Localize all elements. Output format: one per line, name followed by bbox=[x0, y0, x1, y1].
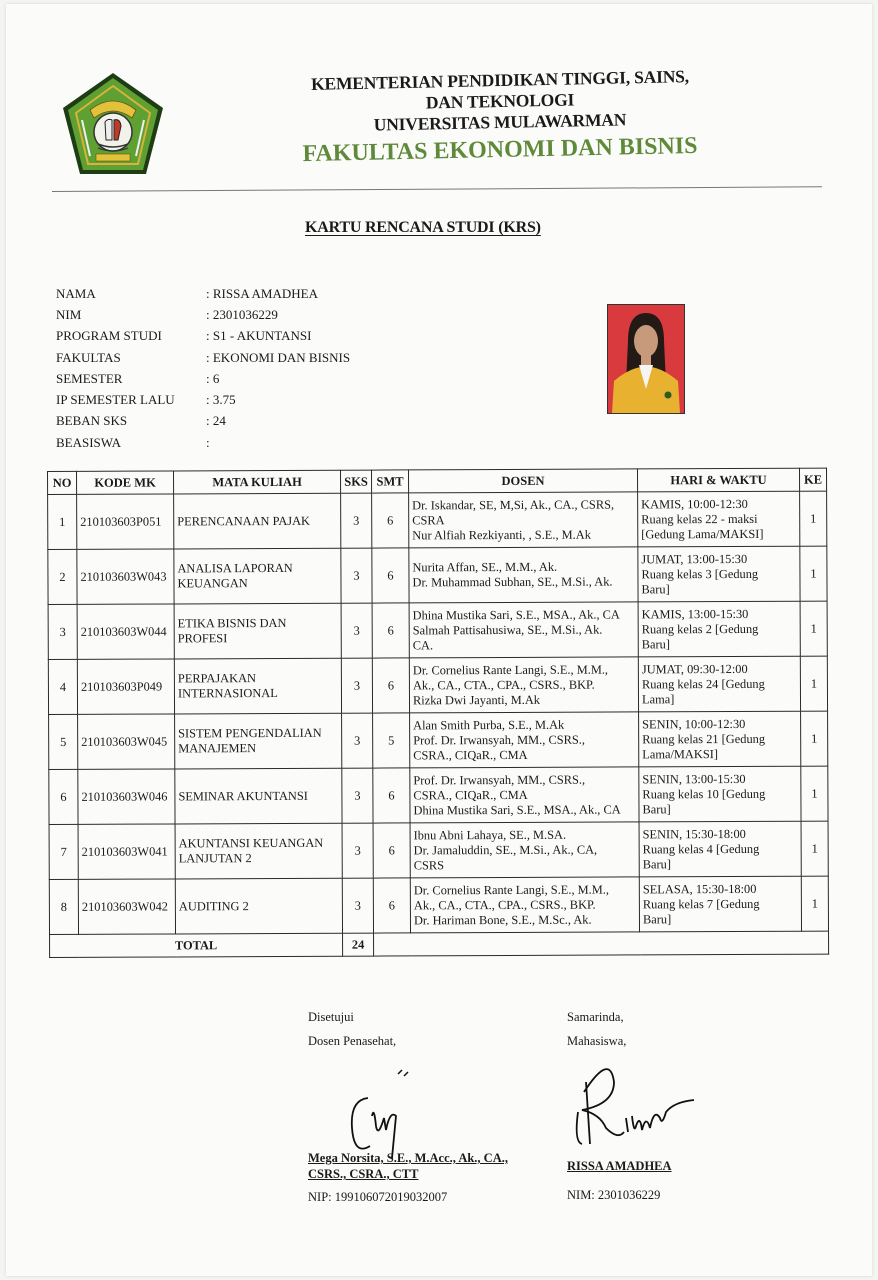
cell-ke: 1 bbox=[800, 601, 827, 656]
cell-mata-kuliah-line: ETIKA BISNIS DAN bbox=[177, 615, 287, 631]
cell-dosen-line: CSRA., CIQaR., CMA bbox=[413, 747, 528, 762]
cell-hari-waktu-line: Baru] bbox=[642, 911, 672, 926]
cell-hari-waktu-line: [Gedung Lama/MAKSI] bbox=[641, 526, 764, 541]
cell-ke: 1 bbox=[801, 711, 828, 766]
info-value: : RISSA AMADHEA bbox=[206, 285, 318, 301]
cell-sks: 3 bbox=[341, 658, 372, 713]
cell-kode-mk: 210103603P049 bbox=[77, 659, 174, 714]
cell-dosen-line: Ibnu Abni Lahaya, SE., M.SA. bbox=[413, 827, 567, 842]
table-row bbox=[49, 766, 828, 824]
cell-dosen-line: CSRS bbox=[413, 857, 445, 872]
ministry-name: KEMENTERIAN PENDIDIKAN TINGGI, SAINS, bbox=[310, 66, 690, 94]
person-photo-icon bbox=[608, 305, 684, 413]
info-value: : S1 - AKUNTANSI bbox=[206, 328, 312, 344]
cell-hari-waktu-line: Baru] bbox=[642, 801, 671, 816]
table-row bbox=[49, 711, 828, 769]
info-value: : 2301036229 bbox=[206, 306, 278, 322]
cell-hari-waktu-line: KAMIS, 13:00-15:30 bbox=[641, 606, 749, 621]
info-label: FAKULTAS bbox=[56, 349, 121, 365]
cell-no: 1 bbox=[48, 494, 77, 549]
cell-no: 8 bbox=[49, 879, 78, 934]
table-header-row bbox=[48, 468, 827, 494]
university-name: UNIVERSITAS MULAWARMAN bbox=[373, 109, 627, 135]
cell-hari-waktu-line: SENIN, 10:00-12:30 bbox=[642, 716, 746, 731]
student-signature-icon bbox=[570, 1052, 700, 1152]
student-name: RISSA AMADHEA bbox=[567, 1159, 672, 1173]
info-row bbox=[56, 389, 350, 410]
student-photo bbox=[607, 304, 685, 414]
cell-smt: 6 bbox=[373, 823, 410, 878]
total-sks: 24 bbox=[343, 933, 374, 956]
ministry-name-cont: DAN TEKNOLOGI bbox=[425, 89, 575, 113]
krs-table bbox=[47, 468, 829, 958]
advisor-signature-icon bbox=[340, 1068, 430, 1168]
cell-dosen-line: Nurita Affan, SE., M.M., Ak. bbox=[412, 559, 558, 575]
col-header-no: NO bbox=[48, 471, 77, 494]
cell-dosen-line: Alan Smith Purba, S.E., M.Ak bbox=[413, 717, 565, 732]
cell-sks: 3 bbox=[342, 768, 373, 823]
cell-no: 7 bbox=[49, 824, 78, 879]
table-row bbox=[48, 601, 827, 659]
city-label: Samarinda, bbox=[567, 1010, 624, 1024]
advisor-nip: NIP: 199106072019032007 bbox=[308, 1190, 448, 1204]
cell-hari-waktu-line: Ruang kelas 10 [Gedung bbox=[642, 786, 766, 801]
info-row bbox=[56, 368, 350, 389]
table-row bbox=[48, 491, 827, 549]
info-label: IP SEMESTER LALU bbox=[56, 392, 175, 408]
student-nim: NIM: 2301036229 bbox=[567, 1188, 661, 1202]
faculty-name: FAKULTAS EKONOMI DAN BISNIS bbox=[302, 132, 698, 168]
cell-dosen bbox=[409, 547, 638, 603]
info-label: SEMESTER bbox=[56, 370, 123, 386]
cell-dosen-line: Dr. Cornelius Rante Langi, S.E., M.M., bbox=[413, 882, 610, 897]
cell-hari-waktu bbox=[639, 876, 801, 932]
cell-hari-waktu-line: Lama/MAKSI] bbox=[642, 746, 718, 761]
cell-dosen-line: Nur Alfiah Rezkiyanti, , S.E., M.Ak bbox=[412, 527, 591, 542]
cell-mata-kuliah bbox=[174, 603, 341, 659]
info-label: BEBAN SKS bbox=[56, 413, 128, 429]
student-role: Mahasiswa, bbox=[567, 1034, 627, 1048]
cell-kode-mk: 210103603W041 bbox=[78, 824, 175, 879]
cell-dosen-line: Dr. Muhammad Subhan, SE., M.Si., Ak. bbox=[412, 574, 613, 590]
cell-mata-kuliah bbox=[174, 493, 341, 549]
cell-hari-waktu-line: Ruang kelas 2 [Gedung bbox=[641, 621, 759, 636]
cell-dosen-line: Rizka Dwi Jayanti, M.Ak bbox=[412, 692, 541, 707]
cell-mata-kuliah-line: AKUNTANSI KEUANGAN bbox=[178, 835, 324, 851]
cell-mata-kuliah bbox=[175, 713, 342, 769]
cell-kode-mk: 210103603P051 bbox=[77, 494, 174, 549]
cell-sks: 3 bbox=[341, 548, 372, 603]
cell-ke: 1 bbox=[801, 876, 828, 931]
cell-hari-waktu bbox=[638, 546, 800, 602]
cell-mata-kuliah-line: MANAJEMEN bbox=[178, 741, 257, 756]
page-title: KARTU RENCANA STUDI (KRS) bbox=[305, 219, 541, 236]
university-logo bbox=[60, 70, 166, 178]
info-label: BEASISWA bbox=[56, 434, 122, 450]
cell-hari-waktu bbox=[639, 821, 801, 877]
advisor-name: Mega Norsita, S.E., M.Acc., Ak., CA., bbox=[308, 1151, 508, 1165]
cell-dosen-line: Dhina Mustika Sari, S.E., MSA., Ak., CA bbox=[413, 802, 621, 817]
cell-dosen-line: CSRA., CIQaR., CMA bbox=[413, 787, 528, 802]
cell-dosen-line: Salmah Pattisahusiwa, SE., M.Si., Ak. bbox=[412, 622, 603, 637]
cell-smt: 5 bbox=[373, 713, 410, 768]
info-row bbox=[56, 326, 350, 347]
cell-hari-waktu-line: KAMIS, 10:00-12:30 bbox=[641, 496, 748, 511]
col-header-ke: KE bbox=[799, 468, 826, 491]
cell-hari-waktu-line: Ruang kelas 21 [Gedung bbox=[642, 731, 766, 746]
cell-mata-kuliah-line: PERENCANAAN PAJAK bbox=[177, 513, 311, 528]
cell-dosen-line: Dr. Iskandar, SE, M,Si, Ak., CA., CSRS, bbox=[412, 497, 615, 512]
cell-sks: 3 bbox=[341, 603, 372, 658]
info-row bbox=[56, 304, 350, 325]
cell-smt: 6 bbox=[372, 548, 409, 603]
cell-hari-waktu-line: SENIN, 13:00-15:30 bbox=[642, 771, 746, 786]
info-value: : EKONOMI DAN BISNIS bbox=[206, 349, 351, 365]
cell-dosen bbox=[410, 877, 639, 933]
info-label: PROGRAM STUDI bbox=[56, 328, 162, 344]
cell-kode-mk: 210103603W046 bbox=[78, 769, 175, 824]
cell-kode-mk: 210103603W044 bbox=[77, 604, 174, 659]
cell-dosen-line: Dhina Mustika Sari, S.E., MSA., Ak., CA bbox=[412, 607, 620, 622]
total-label: TOTAL bbox=[50, 933, 343, 957]
approved-label: Disetujui bbox=[308, 1010, 354, 1024]
cell-dosen bbox=[409, 657, 638, 713]
cell-kode-mk: 210103603W043 bbox=[77, 549, 174, 604]
info-row bbox=[56, 347, 350, 368]
cell-no: 2 bbox=[48, 549, 77, 604]
cell-hari-waktu-line: JUMAT, 09:30-12:00 bbox=[641, 661, 748, 676]
cell-hari-waktu-line: SENIN, 15:30-18:00 bbox=[642, 826, 746, 841]
cell-mata-kuliah bbox=[174, 548, 341, 604]
cell-dosen-line: CA. bbox=[412, 637, 434, 652]
cell-mata-kuliah bbox=[175, 768, 342, 824]
table-row bbox=[48, 656, 827, 714]
table-row bbox=[48, 546, 827, 604]
cell-ke: 1 bbox=[800, 546, 827, 601]
cell-sks: 3 bbox=[341, 493, 372, 548]
col-header-smt: SMT bbox=[371, 470, 408, 493]
student-info bbox=[56, 283, 350, 453]
cell-dosen-line: Ak., CA., CTA., CPA., CSRS., BKP. bbox=[413, 897, 596, 912]
cell-hari-waktu-line: SELASA, 15:30-18:00 bbox=[642, 881, 757, 896]
total-empty bbox=[374, 931, 829, 956]
cell-hari-waktu-line: JUMAT, 13:00-15:30 bbox=[641, 551, 748, 566]
cell-hari-waktu-line: Lama] bbox=[641, 691, 675, 706]
cell-hari-waktu-line: Ruang kelas 4 [Gedung bbox=[642, 841, 760, 856]
cell-hari-waktu-line: Ruang kelas 3 [Gedung bbox=[641, 566, 759, 581]
cell-mata-kuliah-line: AUDITING 2 bbox=[178, 898, 249, 913]
table-row bbox=[49, 876, 828, 934]
cell-no: 3 bbox=[48, 604, 77, 659]
cell-kode-mk: 210103603W045 bbox=[78, 714, 175, 769]
cell-hari-waktu-line: Baru] bbox=[641, 636, 671, 651]
total-row bbox=[50, 931, 829, 957]
cell-hari-waktu bbox=[638, 491, 800, 547]
cell-mata-kuliah-line: PERPAJAKAN bbox=[177, 671, 256, 686]
cell-sks: 3 bbox=[342, 713, 373, 768]
cell-smt: 6 bbox=[373, 768, 410, 823]
cell-mata-kuliah-line: ANALISA LAPORAN bbox=[177, 560, 293, 576]
info-row bbox=[56, 411, 350, 432]
cell-no: 4 bbox=[48, 659, 77, 714]
cell-dosen-line: Prof. Dr. Irwansyah, MM., CSRS., bbox=[413, 772, 586, 787]
advisor-role: Dosen Penasehat, bbox=[308, 1034, 397, 1048]
cell-mata-kuliah bbox=[174, 658, 341, 714]
university-emblem-icon bbox=[60, 70, 166, 178]
info-label: NIM bbox=[56, 306, 82, 322]
cell-hari-waktu bbox=[639, 766, 801, 822]
col-header-kode: KODE MK bbox=[77, 471, 174, 494]
cell-dosen bbox=[410, 712, 639, 768]
cell-hari-waktu bbox=[638, 601, 800, 657]
cell-dosen-line: Dr. Jamaluddin, SE., M.Si., Ak., CA, bbox=[413, 842, 598, 857]
advisor-name-cont: CSRS., CSRA., CTT bbox=[308, 1167, 419, 1181]
cell-hari-waktu-line: Baru] bbox=[641, 581, 670, 596]
cell-hari-waktu bbox=[639, 711, 801, 767]
col-header-mata-kuliah: MATA KULIAH bbox=[174, 470, 341, 494]
cell-ke: 1 bbox=[801, 766, 828, 821]
info-label: NAMA bbox=[56, 285, 96, 301]
cell-sks: 3 bbox=[342, 878, 373, 933]
cell-smt: 6 bbox=[372, 603, 409, 658]
cell-mata-kuliah bbox=[175, 823, 342, 879]
letterhead bbox=[280, 66, 720, 168]
cell-sks: 3 bbox=[342, 823, 373, 878]
table-row bbox=[49, 821, 828, 879]
cell-dosen-line: CSRA bbox=[412, 512, 445, 527]
cell-smt: 6 bbox=[372, 493, 409, 548]
info-row bbox=[56, 283, 350, 304]
cell-hari-waktu bbox=[638, 656, 800, 712]
cell-mata-kuliah-line: INTERNASIONAL bbox=[177, 685, 278, 701]
info-value: : 3.75 bbox=[206, 392, 236, 408]
cell-mata-kuliah-line: SEMINAR AKUNTANSI bbox=[178, 788, 308, 803]
cell-no: 5 bbox=[49, 714, 78, 769]
col-header-dosen: DOSEN bbox=[408, 469, 637, 493]
cell-ke: 1 bbox=[801, 821, 828, 876]
cell-dosen-line: Prof. Dr. Irwansyah, MM., CSRS., bbox=[413, 732, 585, 747]
cell-dosen-line: Ak., CA., CTA., CPA., CSRS., BKP. bbox=[412, 677, 595, 692]
cell-mata-kuliah-line: KEUANGAN bbox=[177, 576, 248, 591]
cell-smt: 6 bbox=[373, 878, 410, 933]
cell-mata-kuliah bbox=[175, 878, 342, 934]
cell-mata-kuliah-line: LANJUTAN 2 bbox=[178, 851, 252, 866]
col-header-sks: SKS bbox=[340, 470, 371, 493]
cell-dosen-line: Dr. Cornelius Rante Langi, S.E., M.M., bbox=[412, 662, 609, 677]
cell-smt: 6 bbox=[372, 658, 409, 713]
cell-hari-waktu-line: Ruang kelas 7 [Gedung bbox=[642, 896, 760, 911]
cell-dosen-line: Dr. Hariman Bone, S.E., M.Sc., Ak. bbox=[413, 912, 592, 927]
cell-ke: 1 bbox=[800, 491, 827, 546]
cell-hari-waktu-line: Baru] bbox=[642, 856, 671, 871]
cell-mata-kuliah-line: PROFESI bbox=[177, 631, 228, 646]
cell-kode-mk: 210103603W042 bbox=[78, 879, 175, 934]
col-header-hari-waktu: HARI & WAKTU bbox=[637, 468, 799, 492]
cell-dosen bbox=[410, 822, 639, 878]
info-value: : 6 bbox=[206, 370, 220, 386]
cell-no: 6 bbox=[49, 769, 78, 824]
cell-mata-kuliah-line: SISTEM PENGENDALIAN bbox=[178, 725, 322, 741]
cell-ke: 1 bbox=[800, 656, 827, 711]
cell-hari-waktu-line: Ruang kelas 22 - maksi bbox=[641, 511, 758, 526]
info-value: : 24 bbox=[206, 413, 226, 429]
cell-dosen bbox=[409, 602, 638, 658]
cell-hari-waktu-line: Ruang kelas 24 [Gedung bbox=[641, 676, 765, 691]
info-row bbox=[56, 432, 350, 453]
cell-dosen bbox=[410, 767, 639, 823]
cell-dosen bbox=[409, 492, 638, 548]
info-value: : bbox=[206, 434, 210, 450]
